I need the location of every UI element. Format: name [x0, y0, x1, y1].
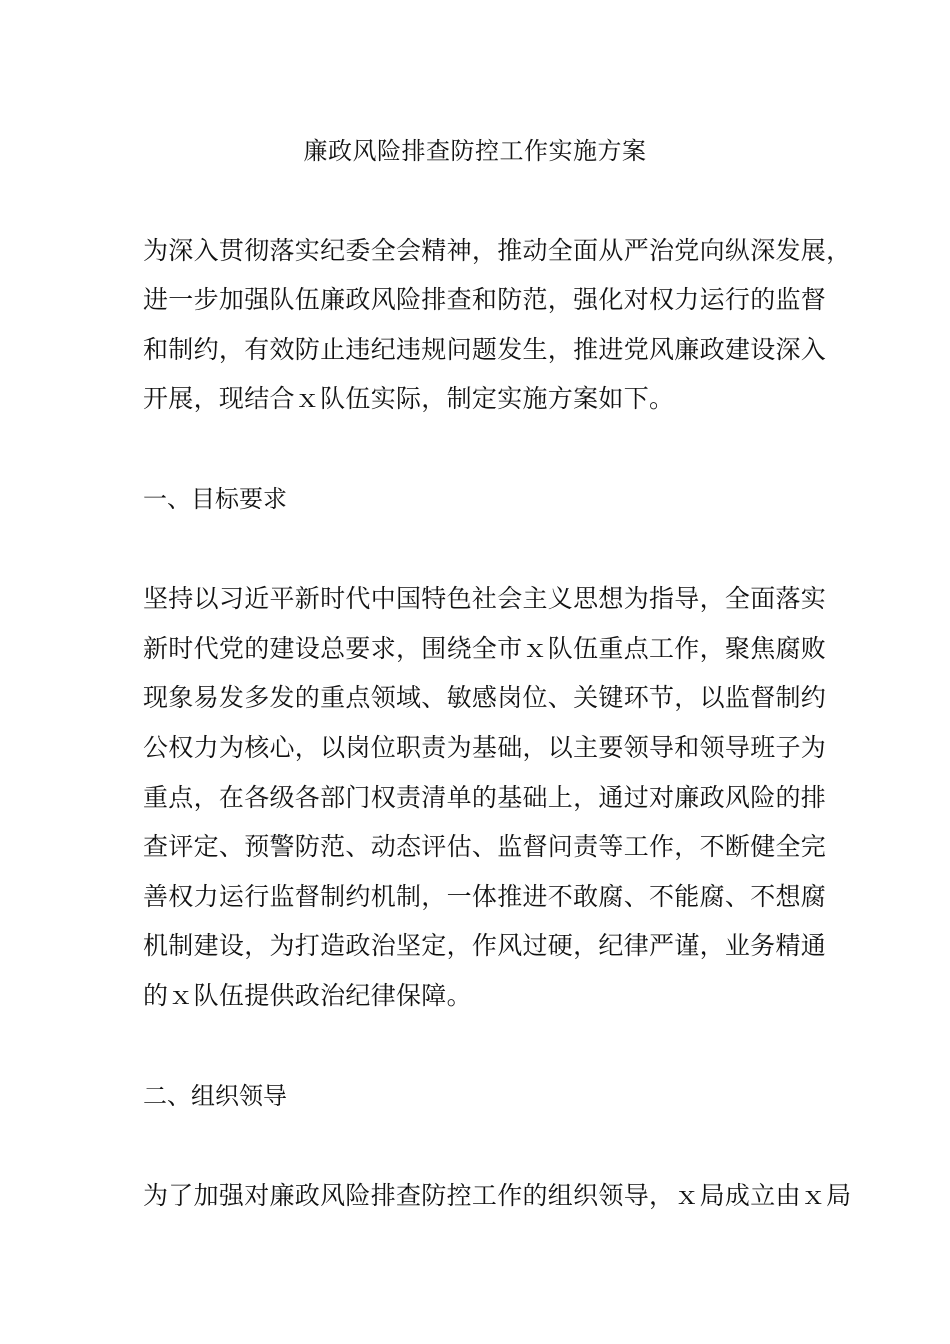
goals-line-3: 现象易发多发的重点领域、敏感岗位、关键环节，以监督制约: [143, 683, 827, 712]
document-title: 廉政风险排查防控工作实施方案: [303, 137, 647, 165]
goals-line-5: 重点，在各级各部门权责清单的基础上，通过对廉政风险的排: [143, 783, 827, 812]
section-heading-organization: 二、组织领导: [143, 1082, 287, 1110]
goals-line-6: 查评定、预警防范、动态评估、监督问责等工作，不断健全完: [143, 832, 827, 861]
goals-line-1: 坚持以习近平新时代中国特色社会主义思想为指导，全面落实: [143, 584, 827, 613]
goals-line-2: 新时代党的建设总要求，围绕全市ｘ队伍重点工作，聚焦腐败: [143, 634, 827, 663]
intro-line-4: 开展，现结合ｘ队伍实际，制定实施方案如下。: [143, 384, 675, 413]
organization-line-1: 为了加强对廉政风险排查防控工作的组织领导，ｘ局成立由ｘ局: [143, 1181, 852, 1210]
intro-line-1: 为深入贯彻落实纪委全会精神，推动全面从严治党向纵深发展，: [143, 236, 852, 265]
goals-line-7: 善权力运行监督制约机制，一体推进不敢腐、不能腐、不想腐: [143, 882, 827, 911]
goals-line-8: 机制建设，为打造政治坚定，作风过硬，纪律严谨，业务精通: [143, 931, 827, 960]
intro-line-3: 和制约，有效防止违纪违规问题发生，推进党风廉政建设深入: [143, 335, 827, 364]
goals-line-4: 公权力为核心，以岗位职责为基础，以主要领导和领导班子为: [143, 733, 827, 762]
intro-line-2: 进一步加强队伍廉政风险排查和防范，强化对权力运行的监督: [143, 285, 827, 314]
goals-line-9: 的ｘ队伍提供政治纪律保障。: [143, 981, 472, 1010]
section-heading-goals: 一、目标要求: [143, 485, 287, 513]
